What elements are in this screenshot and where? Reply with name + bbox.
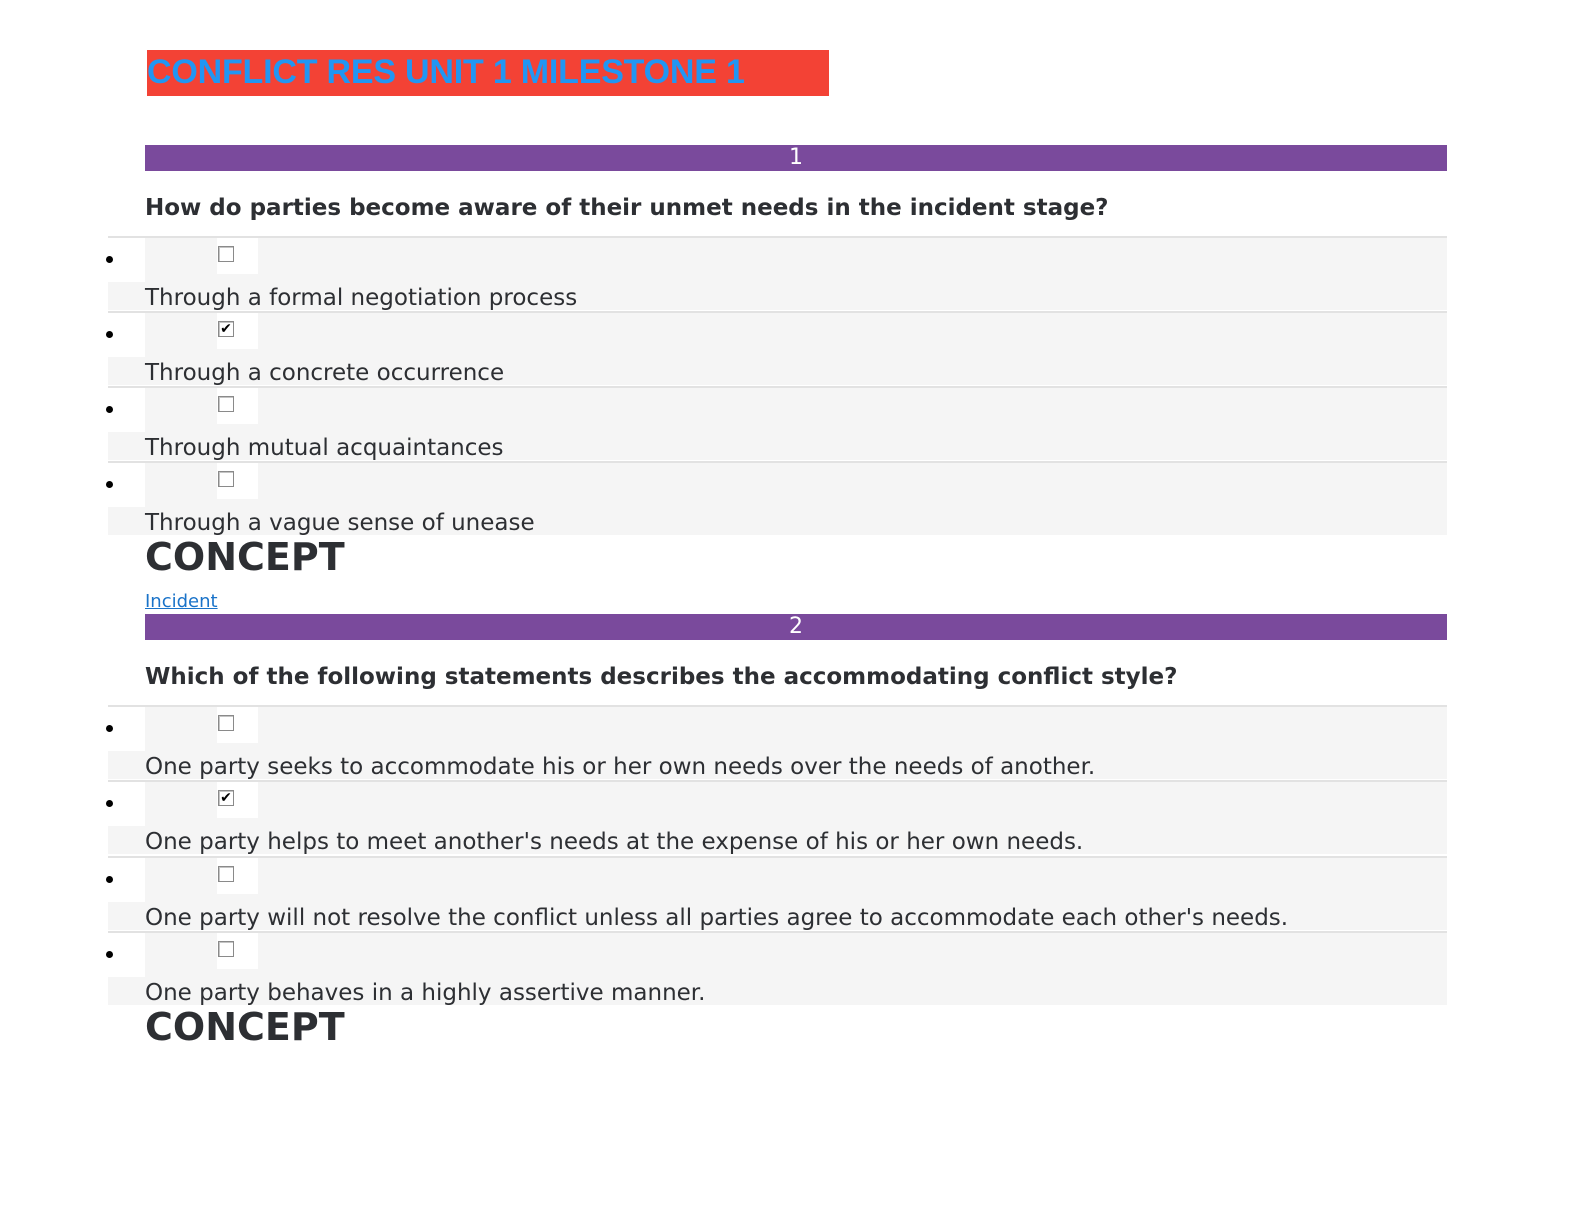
answer-option-label: Through a formal negotiation process	[145, 285, 578, 311]
answer-option-label: One party seeks to accommodate his or her own needs over the needs of another.	[145, 754, 1096, 780]
bullet-icon	[106, 406, 113, 413]
bullet-icon	[106, 725, 113, 732]
answer-option[interactable]	[108, 931, 1447, 1005]
answer-option[interactable]	[108, 236, 1447, 310]
bullet-icon	[106, 481, 113, 488]
answer-option-label: One party helps to meet another's needs at the expense of his or her own needs.	[145, 829, 1084, 855]
answer-option[interactable]	[108, 856, 1447, 930]
answer-option[interactable]	[108, 311, 1447, 385]
question-prompt: Which of the following statements describes the accommodating conflict style?	[145, 664, 1178, 690]
answer-option[interactable]	[108, 780, 1447, 854]
answer-checkbox[interactable]	[218, 396, 234, 412]
answer-checkbox[interactable]	[218, 471, 234, 487]
question-number-bar: 2	[145, 614, 1447, 640]
answer-option-label: One party behaves in a highly assertive manner.	[145, 980, 706, 1006]
page-title: CONFLICT RES UNIT 1 MILESTONE 1	[147, 50, 829, 96]
bullet-icon	[106, 256, 113, 263]
answer-option-label: One party will not resolve the conflict unless all parties agree to accommodate each other's needs.	[145, 905, 1289, 931]
question-prompt: How do parties become aware of their unmet needs in the incident stage?	[145, 195, 1109, 221]
question-number-bar: 1	[145, 145, 1447, 171]
answer-option-label: Through a concrete occurrence	[145, 360, 505, 386]
concept-heading: CONCEPT	[145, 1005, 345, 1049]
concept-heading: CONCEPT	[145, 535, 345, 579]
concept-link[interactable]: Incident	[145, 591, 218, 612]
checked-checkbox[interactable]: ✔	[218, 790, 234, 806]
checked-checkbox[interactable]: ✔	[218, 321, 234, 337]
answer-option-label: Through a vague sense of unease	[145, 510, 535, 536]
bullet-icon	[106, 951, 113, 958]
answer-checkbox[interactable]	[218, 866, 234, 882]
bullet-icon	[106, 876, 113, 883]
bullet-icon	[106, 331, 113, 338]
answer-checkbox[interactable]	[218, 941, 234, 957]
answer-option[interactable]	[108, 461, 1447, 535]
answer-checkbox[interactable]	[218, 715, 234, 731]
answer-option-label: Through mutual acquaintances	[145, 435, 504, 461]
answer-option[interactable]	[108, 705, 1447, 779]
answer-checkbox[interactable]	[218, 246, 234, 262]
answer-option[interactable]	[108, 386, 1447, 460]
bullet-icon	[106, 800, 113, 807]
